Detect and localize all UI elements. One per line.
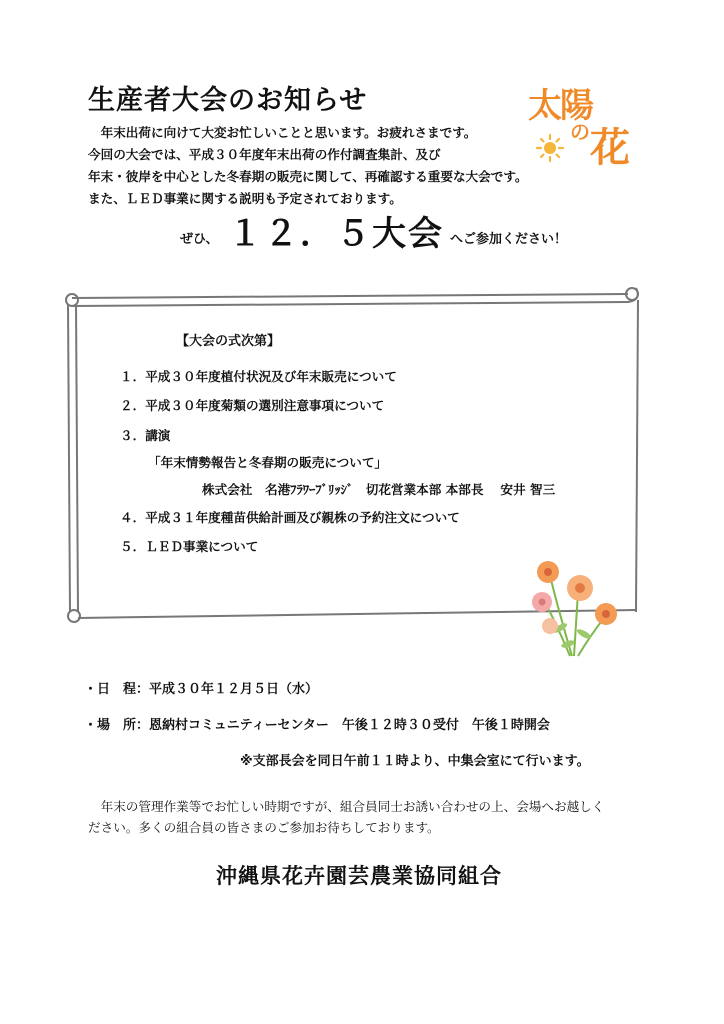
- invite-post: へご参加ください！: [450, 232, 568, 247]
- intro-line: 年末・彼岸を中心とした冬春期の販売に関して、再確認する重要な大会です。: [88, 169, 528, 184]
- agenda-item-2: ２．平成３０年度菊類の選別注意事項について: [120, 398, 385, 413]
- flower-illustration: [520, 556, 630, 660]
- agenda-item-3: ３．講演: [120, 428, 171, 443]
- sun-icon: [530, 126, 570, 166]
- event-place: ・場 所：恩納村コミュニティーセンター 午後１２時３０受付 午後１時開会: [84, 718, 550, 733]
- intro-line: また、ＬＥＤ事業に関する説明も予定されております。: [88, 191, 402, 206]
- branch-meeting-note: ※支部長会を同日午前１１時より、中集会室にて行います。: [240, 754, 590, 769]
- logo-text-hana: 花: [590, 125, 630, 171]
- taiyo-no-hana-logo: [520, 72, 638, 172]
- intro-line: 今回の大会では、平成３０年度年末出荷の作付調査集計、及び: [88, 147, 441, 162]
- closing-line: 年末の管理作業等でお忙しい時期ですが、組合員同士お誘い合わせの上、会場へお越しく: [88, 799, 605, 814]
- agenda-item-1: １．平成３０年度植付状況及び年末販売について: [120, 369, 397, 384]
- agenda-title: 【大会の式次第】: [176, 334, 281, 349]
- event-date: ・日 程：平成３０年１２月５日（水）: [84, 682, 319, 697]
- lecturer: 株式会社 名港ﾌﾗﾜｰﾌﾞﾘｯｼﾞ 切花営業本部 本部長 安井 智三: [202, 482, 556, 497]
- intro-paragraph: [88, 122, 588, 210]
- intro-line: 年末出荷に向けて大変お忙しいことと思います。お疲れさまです。: [88, 125, 477, 140]
- closing-paragraph: [88, 796, 648, 838]
- lecture-title: 「年末情勢報告と冬春期の販売について」: [148, 455, 388, 470]
- logo-text-taiyo: 太陽: [528, 86, 592, 126]
- organization-name: 沖縄県花卉園芸農業協同組合: [216, 864, 502, 888]
- agenda-item-4: ４．平成３１年度種苗供給計画及び親株の予約注文について: [120, 510, 460, 525]
- invite-pre: ぜひ、: [180, 232, 219, 247]
- logo-text-no: の: [570, 120, 590, 144]
- invite-date: １２．５大会: [228, 214, 444, 254]
- agenda-item-5: ５．ＬＥＤ事業について: [120, 539, 259, 554]
- page-title: 生産者大会のお知らせ: [88, 85, 368, 116]
- invite-line: [0, 204, 724, 254]
- closing-line: ださい。多くの組合員の皆さまのご参加お待ちしております。: [88, 820, 440, 835]
